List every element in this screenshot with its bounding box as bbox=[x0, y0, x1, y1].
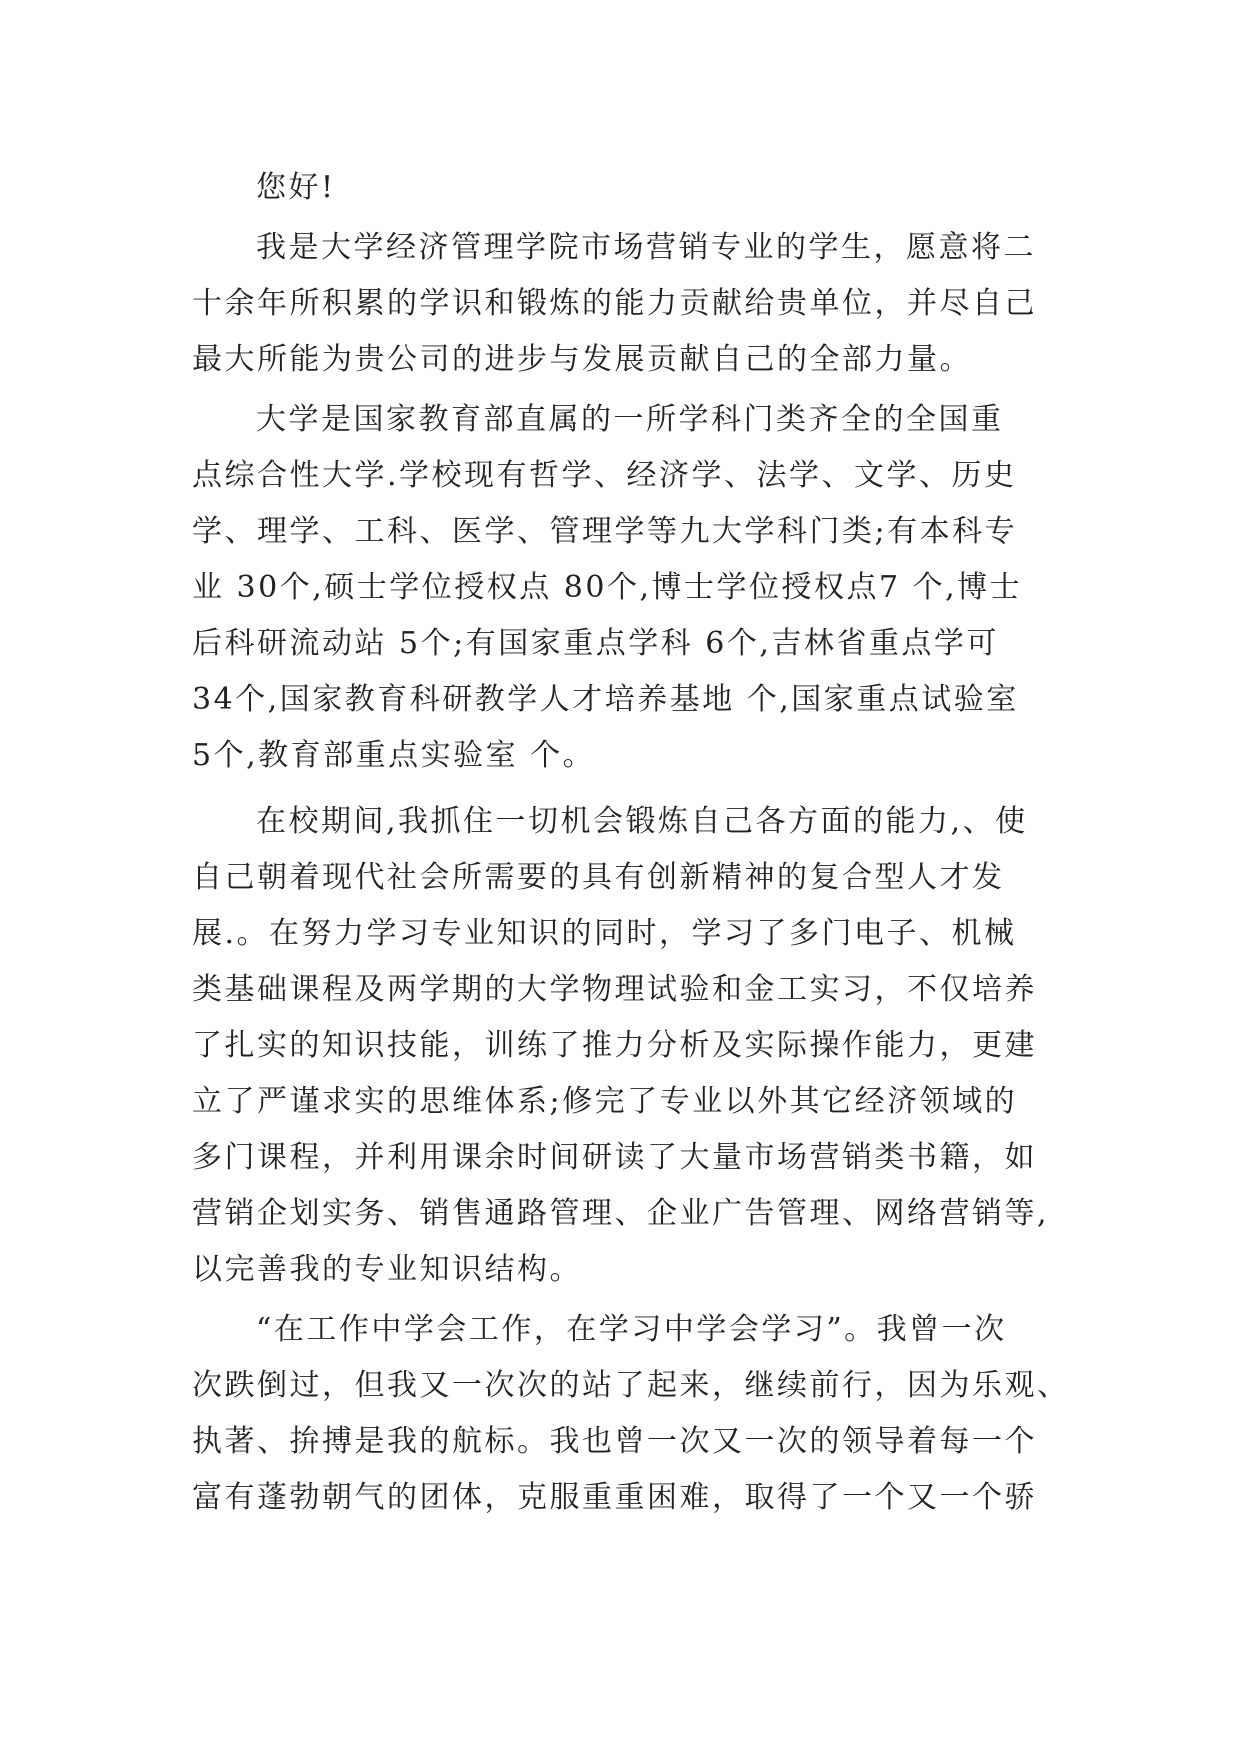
text-line: 以完善我的专业知识结构。 bbox=[192, 1252, 582, 1287]
text-line: 在校期间,我抓住一切机会锻炼自己各方面的能力,、使 bbox=[256, 804, 1028, 839]
text-line: 我是大学经济管理学院市场营销专业的学生，愿意将二 bbox=[256, 230, 1036, 265]
text-line: 自己朝着现代社会所需要的具有创新精神的复合型人才发 bbox=[192, 860, 1005, 895]
text-line: 5个,教育部重点实验室 个。 bbox=[192, 738, 596, 773]
letter-body bbox=[192, 160, 1070, 1526]
text-line: 类基础课程及两学期的大学物理试验和金工实习，不仅培养 bbox=[192, 972, 1037, 1007]
text-line: 执著、拚搏是我的航标。我也曾一次又一次的领导着每一个 bbox=[192, 1424, 1037, 1459]
text-line: 学、理学、工科、医学、管理学等九大学科门类;有本科专 bbox=[192, 514, 1018, 549]
paragraph-motto bbox=[192, 1302, 1070, 1526]
text-line: 后科研流动站 5个;有国家重点学科 6个,吉林省重点学可 bbox=[192, 626, 999, 661]
text-line: 34个,国家教育科研教学人才培养基地 个,国家重点试验室 bbox=[192, 682, 1019, 717]
text-line: 立了严谨求实的思维体系;修完了专业以外其它经济领域的 bbox=[192, 1084, 1018, 1119]
text-line: 最大所能为贵公司的进步与发展贡献自己的全部力量。 bbox=[192, 342, 972, 377]
text-line: 业 30个,硕士学位授权点 80个,博士学位授权点7 个,博士 bbox=[192, 570, 1023, 605]
text-line: 富有蓬勃朝气的团体，克服重重困难，取得了一个又一个骄 bbox=[192, 1480, 1037, 1515]
paragraph-intro bbox=[192, 220, 1052, 388]
text-line: 点综合性大学.学校现有哲学、经济学、法学、文学、历史 bbox=[192, 458, 1017, 493]
paragraph-studies bbox=[192, 794, 1052, 1298]
text-line: 您好! bbox=[256, 170, 336, 205]
text-line: “在工作中学会工作，在学习中学会学习”。我曾一次 bbox=[256, 1312, 1007, 1347]
text-line: 十余年所积累的学识和锻炼的能力贡献给贵单位，并尽自己 bbox=[192, 286, 1037, 321]
paragraph-university bbox=[192, 392, 1052, 784]
paragraph-greeting bbox=[192, 160, 1052, 216]
text-line: 大学是国家教育部直属的一所学科门类齐全的全国重 bbox=[256, 402, 1004, 437]
text-line: 了扎实的知识技能，训练了推力分析及实际操作能力，更建 bbox=[192, 1028, 1037, 1063]
text-line: 次跌倒过，但我又一次次的站了起来，继续前行，因为乐观、 bbox=[192, 1368, 1070, 1403]
text-line: 多门课程，并利用课余时间研读了大量市场营销类书籍，如 bbox=[192, 1140, 1037, 1175]
text-line: 营销企划实务、销售通路管理、企业广告管理、网络营销等, bbox=[192, 1196, 1050, 1231]
text-line: 展.。在努力学习专业知识的同时，学习了多门电子、机械 bbox=[192, 916, 1017, 951]
